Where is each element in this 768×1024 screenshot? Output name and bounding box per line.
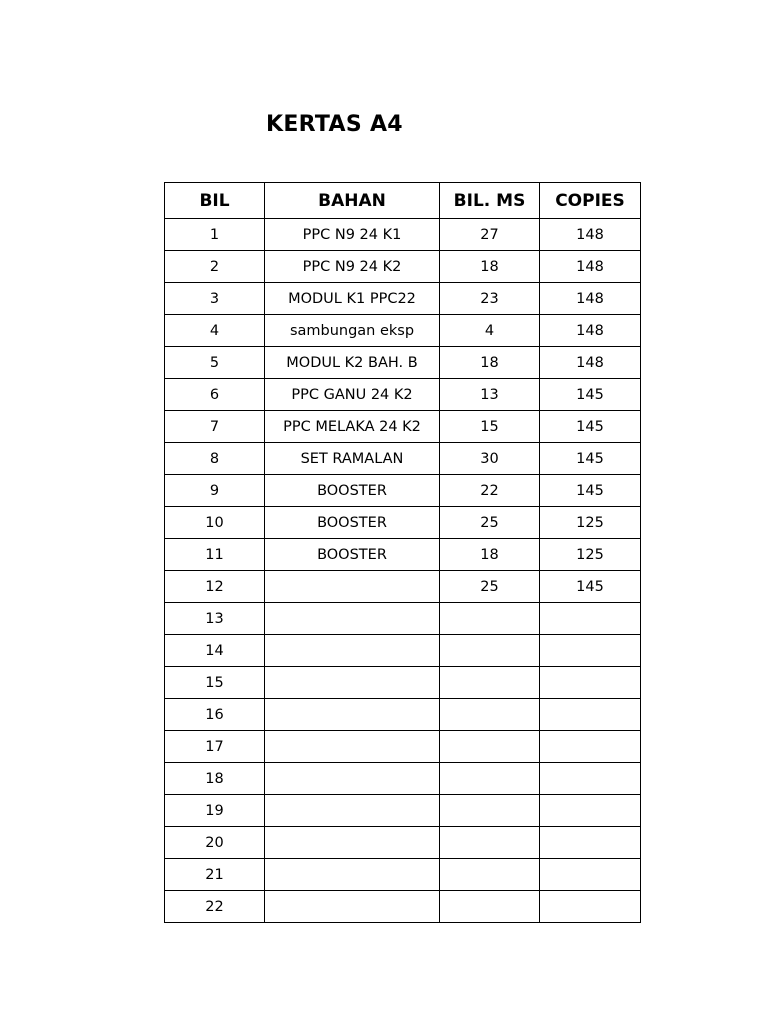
cell-bil-ms — [440, 859, 540, 891]
table-row — [165, 347, 641, 379]
cell-bahan — [265, 667, 440, 699]
cell-bahan: MODUL K1 PPC22 — [265, 283, 440, 315]
cell-copies: 145 — [540, 379, 641, 411]
cell-bahan — [265, 795, 440, 827]
cell-bil-ms: 4 — [440, 315, 540, 347]
cell-copies: 145 — [540, 475, 641, 507]
cell-bil-ms: 25 — [440, 571, 540, 603]
table-row — [165, 539, 641, 571]
cell-bil: 12 — [165, 571, 265, 603]
cell-copies — [540, 859, 641, 891]
cell-bahan: BOOSTER — [265, 475, 440, 507]
cell-bahan: BOOSTER — [265, 539, 440, 571]
cell-bil-ms: 27 — [440, 219, 540, 251]
cell-bil-ms: 15 — [440, 411, 540, 443]
cell-bahan: PPC GANU 24 K2 — [265, 379, 440, 411]
cell-bil-ms — [440, 635, 540, 667]
cell-bil-ms: 23 — [440, 283, 540, 315]
table-row — [165, 859, 641, 891]
table-row — [165, 667, 641, 699]
cell-bil-ms — [440, 891, 540, 923]
cell-copies — [540, 635, 641, 667]
cell-bahan: PPC N9 24 K2 — [265, 251, 440, 283]
cell-bahan — [265, 763, 440, 795]
table-row — [165, 379, 641, 411]
cell-bil-ms — [440, 795, 540, 827]
cell-bil: 14 — [165, 635, 265, 667]
cell-bil: 3 — [165, 283, 265, 315]
cell-copies: 145 — [540, 411, 641, 443]
table-body — [165, 219, 641, 923]
cell-bil-ms — [440, 667, 540, 699]
cell-copies: 148 — [540, 347, 641, 379]
table-row — [165, 443, 641, 475]
cell-bil: 5 — [165, 347, 265, 379]
cell-bil-ms — [440, 603, 540, 635]
cell-bil: 6 — [165, 379, 265, 411]
cell-bahan — [265, 891, 440, 923]
cell-bahan: MODUL K2 BAH. B — [265, 347, 440, 379]
cell-bahan: BOOSTER — [265, 507, 440, 539]
cell-copies — [540, 795, 641, 827]
cell-bil: 21 — [165, 859, 265, 891]
cell-bahan: PPC MELAKA 24 K2 — [265, 411, 440, 443]
cell-bil: 8 — [165, 443, 265, 475]
cell-bil: 18 — [165, 763, 265, 795]
cell-bil: 19 — [165, 795, 265, 827]
table-header-row — [165, 183, 641, 219]
table-row — [165, 699, 641, 731]
cell-copies: 148 — [540, 251, 641, 283]
cell-bil-ms — [440, 731, 540, 763]
cell-bil: 9 — [165, 475, 265, 507]
cell-bil-ms: 18 — [440, 251, 540, 283]
cell-copies: 145 — [540, 571, 641, 603]
cell-bil: 7 — [165, 411, 265, 443]
cell-bil: 16 — [165, 699, 265, 731]
cell-bil: 22 — [165, 891, 265, 923]
cell-copies — [540, 699, 641, 731]
cell-bil-ms: 18 — [440, 539, 540, 571]
header-bil-ms: BIL. MS — [440, 183, 540, 219]
cell-copies: 148 — [540, 283, 641, 315]
table-row — [165, 315, 641, 347]
table-row — [165, 219, 641, 251]
table-row — [165, 251, 641, 283]
cell-copies — [540, 827, 641, 859]
cell-bil-ms: 18 — [440, 347, 540, 379]
cell-bahan — [265, 731, 440, 763]
table-row — [165, 763, 641, 795]
header-bil: BIL — [165, 183, 265, 219]
cell-copies — [540, 731, 641, 763]
cell-copies: 125 — [540, 507, 641, 539]
cell-bil: 13 — [165, 603, 265, 635]
table-row — [165, 411, 641, 443]
table-row — [165, 507, 641, 539]
cell-copies: 125 — [540, 539, 641, 571]
cell-bil-ms: 22 — [440, 475, 540, 507]
cell-bahan — [265, 699, 440, 731]
cell-bil-ms — [440, 827, 540, 859]
cell-bil: 2 — [165, 251, 265, 283]
cell-bil-ms — [440, 763, 540, 795]
table-row — [165, 795, 641, 827]
cell-bahan — [265, 603, 440, 635]
header-copies: COPIES — [540, 183, 641, 219]
cell-bahan — [265, 571, 440, 603]
cell-copies — [540, 891, 641, 923]
table-row — [165, 603, 641, 635]
cell-bil-ms — [440, 699, 540, 731]
cell-copies — [540, 603, 641, 635]
cell-copies — [540, 763, 641, 795]
cell-bahan — [265, 635, 440, 667]
cell-copies: 148 — [540, 315, 641, 347]
cell-bil: 17 — [165, 731, 265, 763]
table-row — [165, 283, 641, 315]
cell-copies: 148 — [540, 219, 641, 251]
cell-bahan — [265, 859, 440, 891]
table-row — [165, 731, 641, 763]
table-row — [165, 827, 641, 859]
cell-bil-ms: 13 — [440, 379, 540, 411]
cell-bil-ms: 25 — [440, 507, 540, 539]
cell-bahan: SET RAMALAN — [265, 443, 440, 475]
table-row — [165, 571, 641, 603]
cell-bil: 15 — [165, 667, 265, 699]
printing-log-table — [164, 182, 641, 923]
cell-bahan: PPC N9 24 K1 — [265, 219, 440, 251]
cell-bil: 20 — [165, 827, 265, 859]
cell-bil-ms: 30 — [440, 443, 540, 475]
table-row — [165, 635, 641, 667]
table-row — [165, 475, 641, 507]
cell-bil: 11 — [165, 539, 265, 571]
header-bahan: BAHAN — [265, 183, 440, 219]
cell-bil: 4 — [165, 315, 265, 347]
table-row — [165, 891, 641, 923]
cell-copies: 145 — [540, 443, 641, 475]
page-title: KERTAS A4 — [266, 112, 403, 137]
cell-bahan: sambungan eksp — [265, 315, 440, 347]
cell-bil: 1 — [165, 219, 265, 251]
cell-bil: 10 — [165, 507, 265, 539]
cell-bahan — [265, 827, 440, 859]
cell-copies — [540, 667, 641, 699]
